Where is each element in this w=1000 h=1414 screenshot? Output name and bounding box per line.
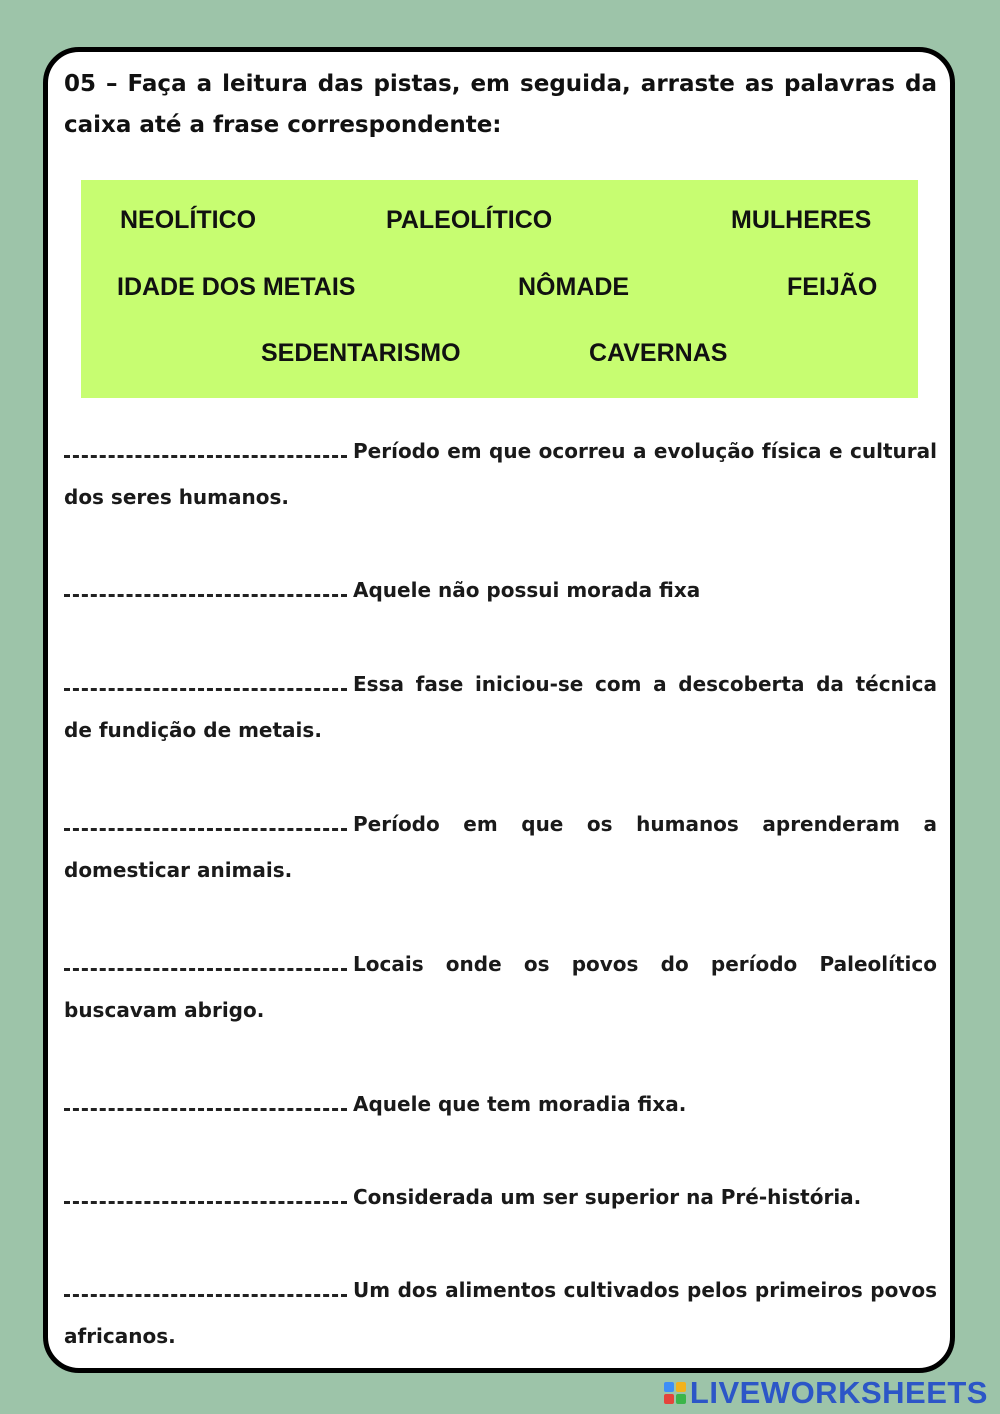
answer-blank[interactable] xyxy=(64,950,347,971)
answer-blank[interactable] xyxy=(64,810,347,831)
clue-row xyxy=(64,1174,937,1220)
answer-blank[interactable] xyxy=(64,1090,347,1111)
word-sedentarismo[interactable]: SEDENTARISMO xyxy=(261,339,461,367)
word-nomade[interactable]: NÔMADE xyxy=(518,273,630,301)
answer-blank[interactable] xyxy=(64,670,347,691)
word-feijao[interactable]: FEIJÃO xyxy=(787,273,878,301)
answer-blank[interactable] xyxy=(64,437,347,458)
word-cavernas[interactable]: CAVERNAS xyxy=(589,339,728,367)
clue-text: Locais onde os povos do período Paleolítico buscavam abrigo. xyxy=(64,952,937,1022)
word-bank xyxy=(81,180,918,398)
clue-text: Aquele que tem moradia fixa. xyxy=(353,1092,687,1116)
word-mulheres[interactable]: MULHERES xyxy=(731,206,872,234)
liveworksheets-icon xyxy=(664,1382,686,1404)
clue-text: Aquele não possui morada fixa xyxy=(353,578,701,602)
question-title: 05 – Faça a leitura das pistas, em seguida, arraste as palavras da caixa até a frase correspondente: xyxy=(64,71,937,138)
clue-row xyxy=(64,1081,937,1127)
word-neolitico[interactable]: NEOLÍTICO xyxy=(120,206,257,234)
answer-blank[interactable] xyxy=(64,1276,347,1297)
clue-row xyxy=(64,1267,937,1359)
clue-text: Período em que os humanos aprenderam a domesticar animais. xyxy=(64,812,937,882)
clue-row xyxy=(64,661,937,753)
clue-text: Essa fase iniciou-se com a descoberta da técnica de fundição de metais. xyxy=(64,672,937,742)
clue-row xyxy=(64,941,937,1033)
word-paleolitico[interactable]: PALEOLÍTICO xyxy=(386,206,553,234)
answer-blank[interactable] xyxy=(64,576,347,597)
clue-text: Um dos alimentos cultivados pelos primeiros povos africanos. xyxy=(64,1278,937,1348)
word-idade-dos-metais[interactable]: IDADE DOS METAIS xyxy=(117,273,356,301)
brand-name: LIVEWORKSHEETS xyxy=(689,1375,988,1410)
clue-row xyxy=(64,428,937,520)
clue-row xyxy=(64,801,937,893)
answer-blank[interactable] xyxy=(64,1183,347,1204)
clue-row xyxy=(64,567,937,613)
clue-text: Considerada um ser superior na Pré-história. xyxy=(353,1185,862,1209)
clue-text: Período em que ocorreu a evolução física e cultural dos seres humanos. xyxy=(64,439,937,509)
liveworksheets-logo xyxy=(664,1375,988,1411)
